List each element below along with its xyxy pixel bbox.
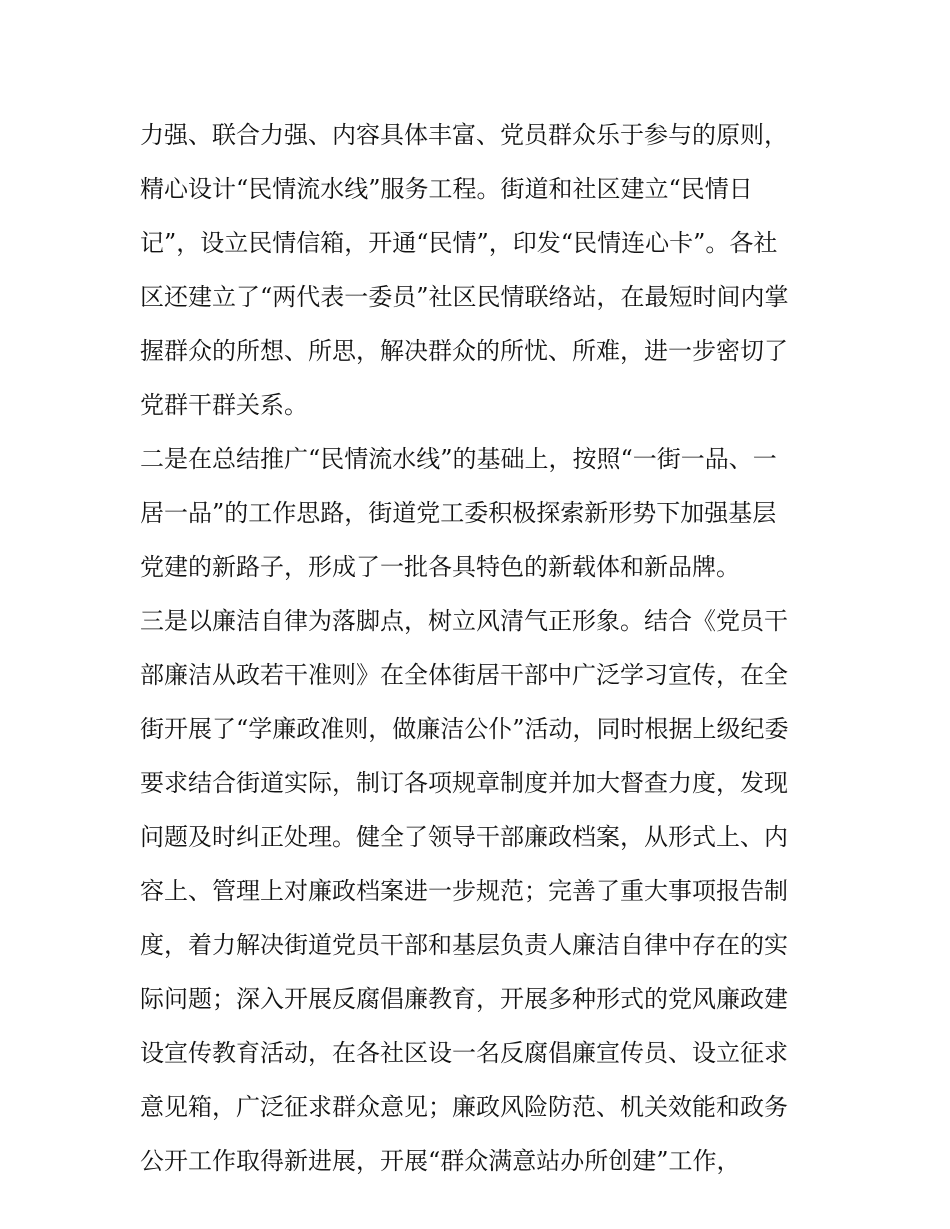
text-line: 二是在总结推广“民情流水线”的基础上，按照“一街一品、一 bbox=[140, 445, 777, 473]
text-line: 意见箱，广泛征求群众意见；廉政风险防范、机关效能和政务 bbox=[140, 1093, 788, 1121]
text-line: 度，着力解决街道党员干部和基层负责人廉洁自律中存在的实 bbox=[140, 931, 788, 959]
text-line: 党建的新路子，形成了一批各具特色的新载体和新品牌。 bbox=[140, 553, 740, 581]
document-body bbox=[140, 108, 830, 1188]
text-line: 三是以廉洁自律为落脚点，树立风清气正形象。结合《党员干 bbox=[140, 607, 788, 635]
text-line: 问题及时纠正处理。健全了领导干部廉政档案，从形式上、内 bbox=[140, 823, 788, 851]
text-line: 设宣传教育活动，在各社区设一名反腐倡廉宣传员、设立征求 bbox=[140, 1039, 788, 1067]
text-line: 际问题；深入开展反腐倡廉教育，开展多种形式的党风廉政建 bbox=[140, 985, 788, 1013]
text-line: 记”，设立民情信箱，开通“民情”，印发“民情连心卡”。各社 bbox=[140, 229, 778, 257]
text-line: 容上、管理上对廉政档案进一步规范；完善了重大事项报告制 bbox=[140, 877, 788, 905]
text-line: 区还建立了“两代表一委员”社区民情联络站，在最短时间内掌 bbox=[140, 283, 789, 311]
text-line: 力强、联合力强、内容具体丰富、党员群众乐于参与的原则， bbox=[140, 121, 788, 149]
text-line: 要求结合街道实际，制订各项规章制度并加大督查力度，发现 bbox=[140, 769, 788, 797]
text-line: 居一品”的工作思路，街道党工委积极探索新形势下加强基层 bbox=[140, 499, 777, 527]
text-line: 部廉洁从政若干准则》在全体街居干部中广泛学习宣传，在全 bbox=[140, 661, 788, 689]
text-line: 街开展了“学廉政准则，做廉洁公仆”活动，同时根据上级纪委 bbox=[140, 715, 789, 743]
text-line: 握群众的所想、所思，解决群众的所忧、所难，进一步密切了 bbox=[140, 337, 788, 365]
text-line: 公开工作取得新进展，开展“群众满意站办所创建”工作， bbox=[140, 1147, 741, 1175]
text-line: 精心设计“民情流水线”服务工程。街道和社区建立“民情日 bbox=[140, 175, 753, 203]
text-line: 党群干群关系。 bbox=[140, 391, 308, 419]
